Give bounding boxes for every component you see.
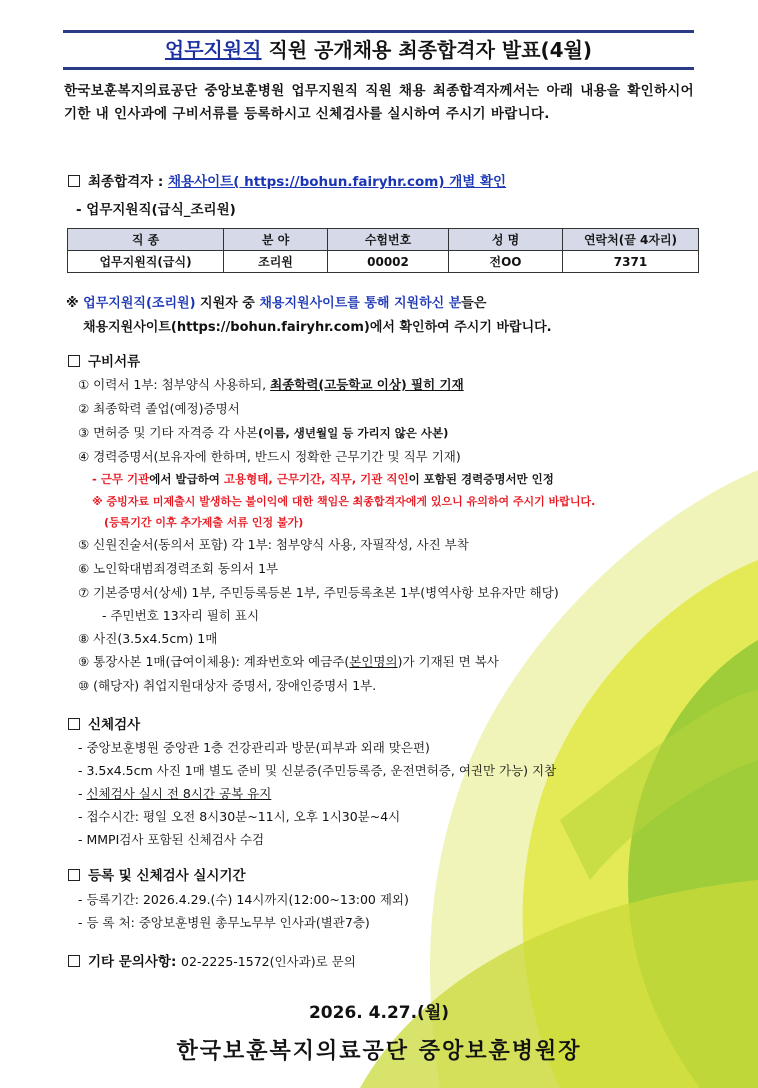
notice-line-1 xyxy=(66,292,486,311)
table-header: 직 종 xyxy=(68,229,224,251)
contact-label: 기타 문의사항: xyxy=(88,954,182,970)
exam-line: - MMPI검사 포함된 신체검사 수검 xyxy=(78,832,265,847)
table-cell: 조리원 xyxy=(224,251,328,273)
black-text: 에서 발급하여 xyxy=(149,472,224,486)
warning-line-2: (등록기간 이후 추가제출 서류 인정 불가) xyxy=(104,516,304,529)
contact-value: 02-2225-1572(인사과)로 문의 xyxy=(181,954,356,969)
announcement-date: 2026. 4.27.(월) xyxy=(308,1003,450,1023)
docs-item-9-text: ⑨ 통장사본 1매(급여이체용): 계좌번호와 예금주( xyxy=(78,654,350,669)
docs-item-9-underline: 본인명의 xyxy=(349,654,398,669)
exam-heading xyxy=(68,713,140,733)
docs-item-4-sub xyxy=(92,471,554,487)
docs-item-1-text: ① 이력서 1부: 첨부양식 사용하되, xyxy=(78,377,271,392)
checkbox-square-icon xyxy=(68,355,80,367)
table-header: 수험번호 xyxy=(328,229,449,251)
notice-part-1: 업무지원직(조리원) xyxy=(83,296,196,311)
period-line: - 등록기간: 2026.4.29.(수) 14시까지(12:00~13:00 제외) xyxy=(78,892,409,907)
page-title xyxy=(63,33,694,67)
table-header-row xyxy=(68,229,699,251)
docs-item-3-bold: (이름, 생년월일 등 가리지 않은 사본) xyxy=(257,426,449,440)
dash: - xyxy=(78,786,87,801)
contact-line xyxy=(68,950,356,970)
title-highlight: 업무지원직 xyxy=(164,38,262,62)
recruit-site-link[interactable]: 채용사이트( https://bohun.fairyhr.com) 개별 확인 xyxy=(168,174,507,190)
signature-line: 한국보훈복지의료공단 중앙보훈병원장 xyxy=(176,1039,582,1064)
docs-item-5: ⑤ 신원진술서(동의서 포함) 각 1부: 첨부양식 사용, 자필작성, 사진 부착 xyxy=(78,537,469,552)
docs-heading xyxy=(68,350,140,370)
table-cell: 전OO xyxy=(449,251,563,273)
title-banner xyxy=(63,30,694,70)
fasting-underline: 신체검사 실시 전 8시간 공복 유지 xyxy=(86,786,272,801)
docs-item-3 xyxy=(78,423,448,441)
table-cell: 00002 xyxy=(328,251,449,273)
exam-line: - 3.5x4.5cm 사진 1매 별도 준비 및 신분증(주민등록증, 운전면허증, 여권만 가능) 지참 xyxy=(78,763,557,778)
intro-text: 한국보훈복지의료공단 중앙보훈병원 업무지원직 직원 채용 최종합격자께서는 아래 내용을 확인하시어 기한 내 인사과에 구비서류를 등록하시고 신체검사를 실시하여 주시기 바랍니다. xyxy=(64,83,694,122)
docs-item-2: ② 최종학력 졸업(예정)증명서 xyxy=(78,401,240,416)
checkbox-square-icon xyxy=(68,955,80,967)
docs-item-1-underline: 최종학력(고등학교 이상) 필히 기재 xyxy=(270,377,464,392)
final-subtitle: - 업무지원직(급식_조리원) xyxy=(76,202,236,218)
exam-line-fasting xyxy=(78,784,271,802)
period-heading-label: 등록 및 신체검사 실시기간 xyxy=(88,868,246,884)
final-section-heading xyxy=(68,170,506,190)
docs-item-4: ④ 경력증명서(보유자에 한하며, 반드시 정확한 근무기간 및 직무 기재) xyxy=(78,449,461,464)
table-header: 연락처(끝 4자리) xyxy=(563,229,699,251)
notice-part-3: 채용지원사이트를 통해 지원하신 분 xyxy=(259,296,462,311)
table-header: 분 야 xyxy=(224,229,328,251)
notice-part-2: 지원자 중 xyxy=(195,296,260,311)
checkbox-square-icon xyxy=(68,869,80,881)
docs-item-10: ⑩ (해당자) 취업지원대상자 증명서, 장애인증명서 1부. xyxy=(78,678,377,693)
docs-item-9 xyxy=(78,652,499,670)
notice-mark: ※ xyxy=(66,296,84,311)
title-rest: 직원 공개채용 최종합격자 발표(4월) xyxy=(261,38,593,62)
docs-item-8: ⑧ 사진(3.5x4.5cm) 1매 xyxy=(78,631,218,646)
exam-line: - 중앙보훈병원 중앙관 1층 건강관리과 방문(피부과 외래 맞은편) xyxy=(78,740,430,755)
docs-item-1 xyxy=(78,375,464,393)
period-heading xyxy=(68,864,246,884)
table-header: 성 명 xyxy=(449,229,563,251)
notice-line-2: 채용지원사이트(https://bohun.fairyhr.com)에서 확인하여 주시기 바랍니다. xyxy=(83,320,552,335)
final-label: 최종합격자 : xyxy=(88,174,169,190)
result-table xyxy=(67,228,699,273)
period-line: - 등 록 처: 중앙보훈병원 총무노무부 인사과(별관7층) xyxy=(78,915,370,930)
exam-line: - 접수시간: 평일 오전 8시30분~11시, 오후 1시30분~4시 xyxy=(78,809,401,824)
checkbox-square-icon xyxy=(68,718,80,730)
docs-item-6: ⑥ 노인학대범죄경력조회 동의서 1부 xyxy=(78,561,279,576)
table-cell: 7371 xyxy=(563,251,699,273)
table-row xyxy=(68,251,699,273)
exam-heading-label: 신체검사 xyxy=(88,717,141,733)
docs-item-9-post: )가 기재된 면 복사 xyxy=(397,654,499,669)
docs-heading-label: 구비서류 xyxy=(88,354,141,370)
table-cell: 업무지원직(급식) xyxy=(68,251,224,273)
warning-line-1: ※ 증빙자료 미제출시 발생하는 불이익에 대한 책임은 최종합격자에게 있으니 유의하여 주시기 바랍니다. xyxy=(92,495,596,508)
docs-item-3-text: ③ 면허증 및 기타 자격증 각 사본 xyxy=(78,425,258,440)
notice-part-4: 들은 xyxy=(461,296,487,311)
red-text: 고용형태, 근무기간, 직무, 기관 직인 xyxy=(223,472,409,486)
black-text: 이 포함된 경력증명서만 인정 xyxy=(408,472,554,486)
dash: - xyxy=(92,472,101,486)
docs-item-7-sub: - 주민번호 13자리 필히 표시 xyxy=(102,608,260,623)
red-text: 근무 기관 xyxy=(100,472,150,486)
docs-item-7: ⑦ 기본증명서(상세) 1부, 주민등록등본 1부, 주민등록초본 1부(병역사항 보유자만 해당) xyxy=(78,585,559,600)
checkbox-square-icon xyxy=(68,175,80,187)
